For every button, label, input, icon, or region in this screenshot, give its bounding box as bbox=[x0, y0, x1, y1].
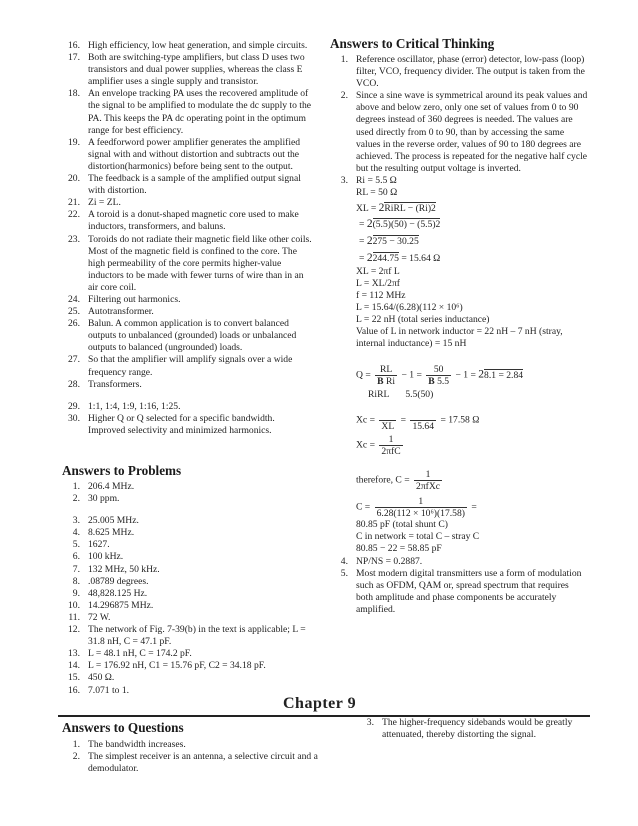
item-text: So that the amplifier will amplify signals over a wide frequency range. bbox=[88, 354, 293, 378]
item-text: The simplest receiver is an antenna, a selective circuit and a demodulator. bbox=[88, 751, 318, 775]
list-item bbox=[62, 209, 314, 233]
problems-list-continued bbox=[62, 515, 314, 696]
item-text: The bandwidth increases. bbox=[88, 739, 186, 750]
item-number: 1. bbox=[340, 54, 348, 65]
item-text: Both are switching-type amplifiers, but class D uses two transistors and dual power supplies, whereas the class E amplifier uses a single supply and transistor. bbox=[88, 52, 305, 88]
item-number: 4. bbox=[72, 527, 80, 539]
list-item bbox=[62, 612, 314, 624]
list-item bbox=[62, 751, 332, 775]
list-item bbox=[62, 624, 314, 648]
item-number: 8. bbox=[72, 575, 80, 587]
item-text: Higher Q or Q selected for a specific bandwidth. Improved selectivity and minimized harmonics. bbox=[88, 412, 275, 436]
item-text: L = 48.1 nH, C = 174.2 pF. bbox=[88, 648, 192, 660]
sqrt-symbol: 2 bbox=[366, 235, 373, 248]
item-text: 72 W. bbox=[88, 611, 111, 623]
item-text: 1627. bbox=[88, 539, 110, 551]
list-item bbox=[62, 685, 314, 697]
item-text: High efficiency, low heat generation, and simple circuits. bbox=[88, 40, 308, 51]
item-number: 24. bbox=[68, 293, 80, 305]
item-number: 16. bbox=[68, 40, 80, 51]
item-text: Balun. A common application is to convert balanced outputs to unbalanced (grounded) loads or unbalanced outputs to balanced (ungrounded) loads. bbox=[88, 318, 297, 354]
item-number: 30. bbox=[68, 412, 80, 424]
item-text: A toroid is a donut-shaped magnetic core used to make inductors, transformers, and baluns. bbox=[88, 209, 299, 233]
item-text: Most modern digital transmitters use a form of modulation such as OFDM, QAM or, spread spectrum that requires both amplitude and phase components be accurately amplified. bbox=[356, 567, 582, 615]
list-item bbox=[330, 54, 588, 90]
item-text: The network of Fig. 7-39(b) in the text is applicable; L = 31.8 nH, C = 47.1 pF. bbox=[88, 624, 306, 648]
item-text: 25.005 MHz. bbox=[88, 515, 139, 527]
item-number: 5. bbox=[72, 539, 80, 551]
inductance-derivation bbox=[356, 266, 588, 351]
sqrt-symbol: 2 bbox=[478, 368, 485, 381]
item-text: 14.296875 MHz. bbox=[88, 599, 154, 611]
critical-thinking-list-continued bbox=[330, 556, 588, 616]
list-item bbox=[62, 197, 314, 209]
item-number: 10. bbox=[68, 599, 80, 611]
critical-thinking-heading: Answers to Critical Thinking bbox=[330, 36, 495, 51]
list-item bbox=[62, 294, 314, 306]
item-number: 21. bbox=[68, 197, 80, 209]
item-text: An envelope tracking PA uses the recovered amplitude of the signal to be amplified to modulate the dc supply to the PA. This keeps the PA dc operating point in the optimum range for best efficiency. bbox=[88, 88, 312, 136]
c-value-formula: C = $\frac{1}{\text{6.28(112 × 10⁶)(17.58)}}$ = bbox=[356, 496, 477, 520]
item-text: NP/NS = 0.2887. bbox=[356, 555, 423, 567]
critical-thinking-list bbox=[330, 54, 588, 175]
rl-value: RL = 50 Ω bbox=[356, 187, 398, 199]
item-text: The feedback is a sample of the amplified output signal with distortion. bbox=[88, 173, 301, 197]
item-number: 25. bbox=[68, 306, 80, 318]
item-text: A feedforword power amplifier generates the amplified signal with and without distortion and subtracts out the distortion(harmonics) before being sent to the output. bbox=[88, 136, 301, 172]
problems-list bbox=[62, 481, 314, 505]
item-text: Filtering out harmonics. bbox=[88, 293, 181, 305]
sqrt-symbol: 2 bbox=[378, 202, 385, 215]
questions-list bbox=[62, 739, 332, 775]
list-item bbox=[62, 672, 314, 684]
list-item bbox=[62, 318, 314, 354]
list-item bbox=[62, 401, 314, 413]
item-text: Since a sine wave is symmetrical around its peak values and above and below zero, only one set of values from 0 to 90 degrees instead of 360 degrees is needed. The values are used directly from 0 to 90, than by accessing the same values in the reverse order, values of 90 to 180 degrees are achieved. The process is repeated for the negative half cycle but the resulting output voltage is inverted. bbox=[356, 90, 588, 174]
item-number: 26. bbox=[68, 318, 80, 330]
chapter-title: Chapter 9 bbox=[283, 695, 357, 712]
item-number: 27. bbox=[68, 354, 80, 366]
item-text: Zi = ZL. bbox=[88, 197, 121, 209]
list-item bbox=[62, 52, 314, 88]
list-item bbox=[62, 539, 314, 551]
list-item bbox=[62, 660, 314, 672]
item-number: 16. bbox=[68, 684, 80, 696]
equation-line: L = 15.64/(6.28)(112 × 10⁶) bbox=[356, 301, 463, 313]
xl-step-3: = 2244.75 = 15.64 Ω bbox=[359, 252, 441, 265]
item-number: 14. bbox=[68, 660, 80, 672]
c-therefore-formula: therefore, C = $\frac{1}{\text{2πfXc}}$ bbox=[356, 469, 441, 493]
problems-heading: Answers to Problems bbox=[62, 463, 182, 478]
item-text: 1:1, 1:4, 1:9, 1:16, 1:25. bbox=[88, 400, 181, 412]
questions-section bbox=[62, 720, 332, 775]
rirl-values: RiRL 5.5(50) bbox=[368, 389, 434, 401]
item-number: 3. bbox=[340, 174, 348, 186]
item-number: 2. bbox=[72, 751, 80, 763]
list-item bbox=[62, 564, 314, 576]
item-number: 18. bbox=[68, 88, 80, 100]
list-item bbox=[62, 40, 314, 52]
list-item bbox=[62, 493, 314, 505]
list-item bbox=[62, 481, 314, 493]
item-text: L = 176.92 nH, C1 = 15.76 pF, C2 = 34.18 pF. bbox=[88, 660, 266, 672]
questions-heading: Answers to Questions bbox=[62, 720, 184, 735]
item-number: 1. bbox=[72, 739, 80, 750]
list-item bbox=[62, 137, 314, 173]
left-column bbox=[62, 40, 314, 697]
sqrt-symbol: 2 bbox=[366, 218, 373, 231]
equation-line: 80.85 pF (total shunt C) bbox=[356, 519, 448, 531]
list-item bbox=[330, 90, 588, 175]
list-item bbox=[62, 576, 314, 588]
xl-step-2: = 2275 − 30.25 bbox=[359, 235, 419, 248]
equation-line: L = 22 nH (total series inductance) bbox=[356, 313, 490, 325]
item-number: 6. bbox=[72, 551, 80, 563]
list-item bbox=[62, 527, 314, 539]
item-text: 206.4 MHz. bbox=[88, 481, 135, 492]
list-item bbox=[356, 717, 588, 741]
list-item bbox=[62, 413, 314, 437]
list-item bbox=[62, 379, 314, 391]
xc-capacitive-formula: Xc = $\frac{1}{\text{2πfC}}$ bbox=[356, 434, 401, 458]
xl-formula: XL = 2RiRL − (Ri)2 bbox=[356, 202, 436, 215]
list-item bbox=[62, 588, 314, 600]
item-text: 100 kHz. bbox=[88, 551, 124, 563]
right-column bbox=[330, 36, 588, 616]
critical-item-3 bbox=[330, 175, 588, 556]
item-number: 19. bbox=[68, 136, 80, 148]
equation-line: C in network = total C – stray C bbox=[356, 531, 480, 543]
review-answers-list-continued bbox=[62, 401, 314, 437]
sqrt-symbol: 2 bbox=[366, 252, 373, 265]
item-number: 9. bbox=[72, 587, 80, 599]
equation-line: XL = 2πf L bbox=[356, 265, 400, 277]
questions-section-right bbox=[356, 717, 588, 741]
item-text: Autotransformer. bbox=[88, 306, 154, 318]
item-number: 17. bbox=[68, 52, 80, 64]
equation-line: L = XL/2πf bbox=[356, 277, 401, 289]
list-item bbox=[62, 515, 314, 527]
list-item bbox=[62, 739, 332, 751]
item-text: The higher-frequency sidebands would be greatly attenuated, thereby distorting the signal. bbox=[382, 717, 573, 741]
review-answers-list bbox=[62, 40, 314, 391]
equation-line: 80.85 − 22 = 58.85 pF bbox=[356, 543, 442, 555]
list-item bbox=[330, 556, 588, 568]
list-item bbox=[62, 551, 314, 563]
q-formula: Q = $\frac{RL}{\text{B Ri}}$ − 1 = $\frac{50}{B 5.5}$ − 1 = 28.1 = 2.84 bbox=[356, 364, 524, 388]
item-number: 28. bbox=[68, 378, 80, 390]
item-text: 30 ppm. bbox=[88, 493, 120, 505]
item-number: 2. bbox=[340, 90, 348, 102]
item-text: Toroids do not radiate their magnetic field like other coils. Most of the magnetic field is confined to the core. The high permeability of the core permits higher-value inductors to be made with fewer turns of wire than in an air core coil. bbox=[88, 233, 312, 293]
equation-line: f = 112 MHz bbox=[356, 289, 406, 301]
list-item bbox=[62, 354, 314, 378]
item-number: 12. bbox=[68, 624, 80, 636]
item-number: 7. bbox=[72, 563, 80, 575]
item-number: 22. bbox=[68, 209, 80, 221]
item-number: 5. bbox=[340, 567, 348, 579]
list-item bbox=[62, 88, 314, 136]
xl-step-1: = 2(5.5)(50) − (5.5)2 bbox=[359, 218, 441, 231]
item-number: 3. bbox=[366, 717, 374, 728]
item-number: 4. bbox=[340, 555, 348, 567]
equation-line: Value of L in network inductor = 22 nH – 7 nH (stray, internal inductance) = 15 nH bbox=[356, 325, 563, 350]
xc-formula: Xc = XL = 15.64 = 17.58 Ω bbox=[356, 409, 588, 432]
item-text: 132 MHz, 50 kHz. bbox=[88, 563, 160, 575]
item-number: 15. bbox=[68, 672, 80, 684]
item-number: 13. bbox=[68, 648, 80, 660]
item-text: Transformers. bbox=[88, 378, 142, 390]
item-text: 48,828.125 Hz. bbox=[88, 587, 148, 599]
questions-list-continued bbox=[356, 717, 588, 741]
item-number: 1. bbox=[72, 481, 80, 492]
list-item bbox=[330, 568, 588, 616]
list-item bbox=[62, 234, 314, 294]
list-item bbox=[62, 648, 314, 660]
item-number: 29. bbox=[68, 400, 80, 412]
item-number: 11. bbox=[68, 611, 80, 623]
item-number: 2. bbox=[72, 493, 80, 505]
item-number: 23. bbox=[68, 233, 80, 245]
ri-value: Ri = 5.5 Ω bbox=[356, 174, 397, 186]
list-item bbox=[62, 306, 314, 318]
capacitance-result bbox=[356, 519, 588, 555]
list-item bbox=[62, 600, 314, 612]
list-item bbox=[62, 173, 314, 197]
item-text: 7.071 to 1. bbox=[88, 684, 130, 696]
item-text: .08789 degrees. bbox=[88, 575, 149, 587]
item-number: 20. bbox=[68, 173, 80, 185]
item-text: Reference oscillator, phase (error) detector, low-pass (loop) filter, VCO, frequency divider. The output is taken from the VCO. bbox=[356, 54, 585, 90]
item-number: 3. bbox=[72, 515, 80, 527]
item-text: 8.625 MHz. bbox=[88, 527, 135, 539]
item-text: 450 Ω. bbox=[88, 672, 115, 684]
